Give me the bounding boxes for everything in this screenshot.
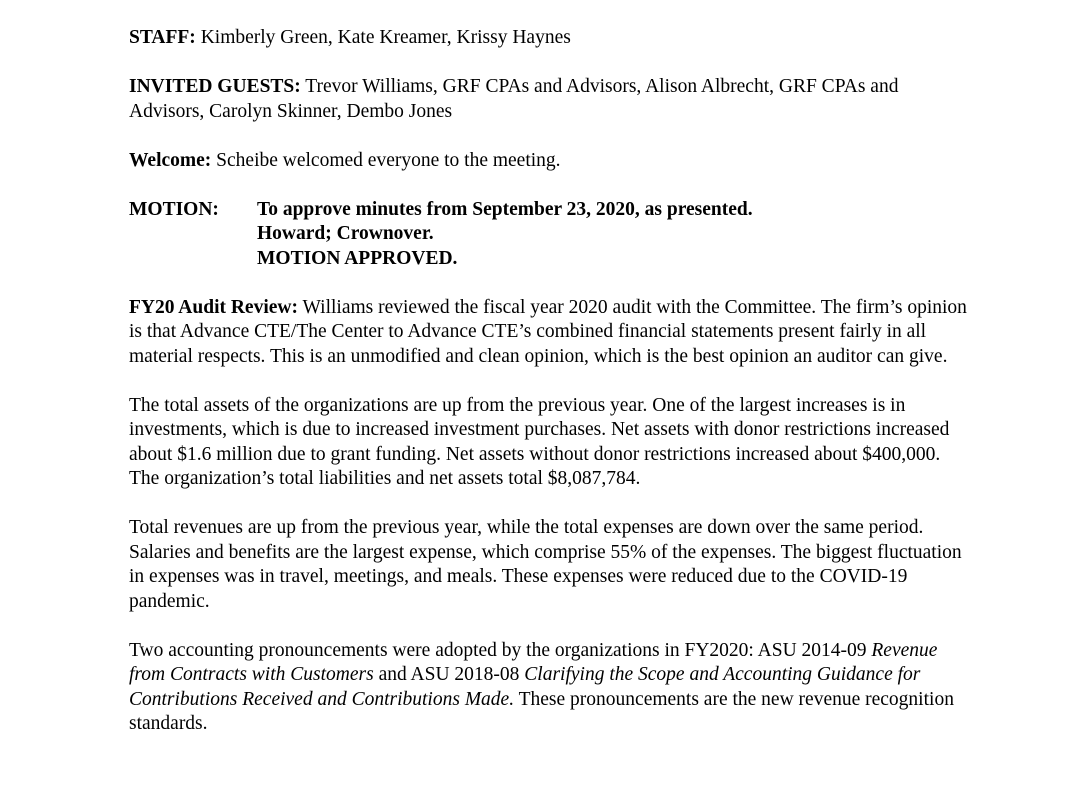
pronouncement-title-2: Clarifying the Scope and Accounting Guidance for Contributions Received and Contributions Made. xyxy=(129,664,921,710)
invited-guests-paragraph xyxy=(129,75,969,124)
invited-guests-names: Trevor Williams, GRF CPAs and Advisors, Alison Albrecht, GRF CPAs and Advisors, Carolyn Skinner, Dembo Jones xyxy=(129,76,899,122)
welcome-text: Scheibe welcomed everyone to the meeting. xyxy=(211,149,561,171)
welcome-label: Welcome: xyxy=(129,149,212,171)
document-page xyxy=(129,26,969,761)
audit-review-label: FY20 Audit Review: xyxy=(129,296,298,318)
invited-guests-label: INVITED GUESTS: xyxy=(129,76,301,97)
pronouncement-title-1: Revenue from Contracts with Customers xyxy=(129,639,938,685)
pronouncements-text-1: Two accounting pronouncements were adopted by the organizations in FY2020: ASU 2014-09 xyxy=(129,639,872,661)
revenues-paragraph: Total revenues are up from the previous year, while the total expenses are down over the same period. Salaries and benefits are the largest expense, which comprise 55% of the expenses. The biggest fluctuation in expenses was in travel, meetings, and meals. These expenses were reduced due to the COVID-19 pandemic. xyxy=(129,517,962,612)
assets-paragraph: The total assets of the organizations are up from the previous year. One of the largest increases is in investments, which is due to increased investment purchases. Net assets with donor restrictions increased about $1.6 million due to grant funding. Net assets without donor restrictions increased about $400,000. The organization’s total liabilities and net assets total $8,087,784. xyxy=(129,394,950,489)
motion-text: To approve minutes from September 23, 2020, as presented. xyxy=(257,198,753,220)
pronouncements-text-2: and ASU 2018-08 xyxy=(373,664,525,685)
staff-paragraph xyxy=(129,26,969,51)
audit-review-paragraph xyxy=(129,296,969,370)
welcome-paragraph xyxy=(129,149,969,174)
motion-movers: Howard; Crownover. xyxy=(257,223,434,244)
motion-label: MOTION: xyxy=(129,198,219,220)
audit-review-text: Williams reviewed the fiscal year 2020 audit with the Committee. The firm’s opinion is that Advance CTE/The Center to Advance CTE’s combined financial statements present fairly in all material respects. This is an unmodified and clean opinion, which is the best opinion an auditor can give. xyxy=(129,296,967,367)
motion-block xyxy=(129,198,969,272)
motion-result: MOTION APPROVED. xyxy=(257,247,458,269)
motion-body xyxy=(257,198,753,272)
pronouncements-paragraph xyxy=(129,639,969,737)
staff-label: STAFF: xyxy=(129,27,196,48)
pronouncements-text-3: These pronouncements are the new revenue recognition standards. xyxy=(129,688,954,734)
staff-names: Kimberly Green, Kate Kreamer, Krissy Haynes xyxy=(195,27,571,48)
